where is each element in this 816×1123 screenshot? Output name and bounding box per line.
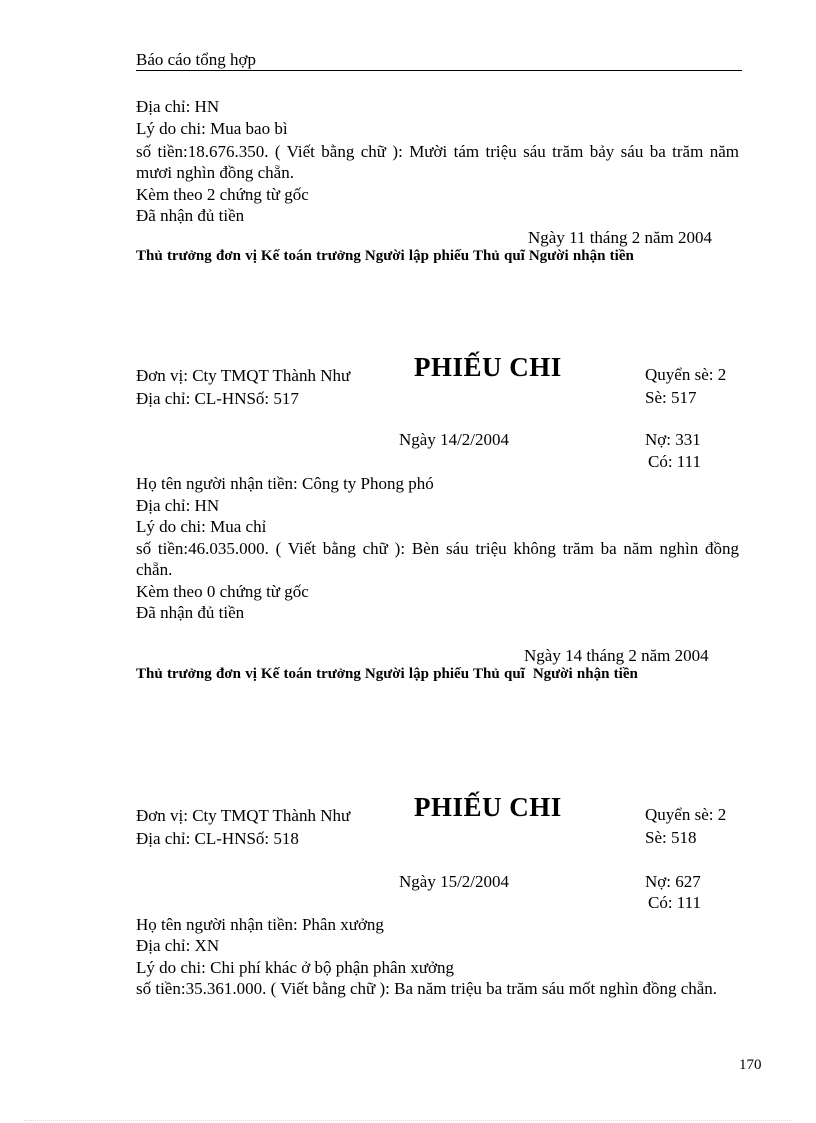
signature-cashier: Thủ quĩ [473, 248, 525, 264]
unit-line: Đơn vị: Cty TMQT Thành Như [136, 366, 351, 385]
signature-row [136, 248, 638, 265]
signing-date: Ngày 11 tháng 2 năm 2004 [528, 228, 712, 247]
signature-cashier: Thủ quĩ [473, 666, 525, 682]
voucher-date: Ngày 14/2/2004 [399, 430, 510, 449]
voucher-number: Sè: 518 [645, 828, 697, 847]
received-line: Đã nhận đủ tiền [136, 206, 245, 225]
attachments-line: Kèm theo 2 chứng từ gốc [136, 185, 309, 204]
recipient-line: Họ tên người nhận tiền: Phân xưởng [136, 915, 384, 934]
signature-head: Thủ trưởng đơn vị [136, 248, 257, 264]
header-rule [136, 70, 742, 71]
page-bottom-rule [24, 1120, 792, 1121]
voucher-number: Sè: 517 [645, 388, 697, 407]
received-line: Đã nhận đủ tiền [136, 603, 245, 622]
voucher-date: Ngày 15/2/2004 [399, 872, 510, 891]
voucher-title: PHIẾU CHI [414, 792, 562, 822]
reason-line: Lý do chi: Chi phí khác ở bộ phận phân xưởng [136, 958, 455, 977]
unit-line: Đơn vị: Cty TMQT Thành Như [136, 806, 351, 825]
signature-receiver: Người nhận tiền [532, 666, 638, 682]
reason-line: Lý do chi: Mua chỉ [136, 517, 267, 536]
signature-row [136, 666, 642, 683]
address-number-line: Địa chỉ: CL-HNSố: 517 [136, 389, 299, 408]
address-line: Địa chỉ: HN [136, 97, 220, 116]
credit-account: Có: 111 [648, 893, 702, 912]
signature-chief-accountant: Kế toán trưởng [260, 666, 361, 682]
amount-line: số tiền:46.035.000. ( Viết bằng chữ ): Bèn sáu triệu không trăm ba năm nghìn đồng chẵn. [136, 539, 739, 579]
address-line: Địa chỉ: HN [136, 496, 220, 515]
amount-line: số tiền:35.361.000. ( Viết bằng chữ ): Ba năm triệu ba trăm sáu mốt nghìn đồng chẵn. [136, 979, 718, 998]
address-number-line: Địa chỉ: CL-HNSố: 518 [136, 829, 299, 848]
page-number: 170 [739, 1057, 762, 1073]
signature-receiver: Người nhận tiền [528, 248, 634, 264]
signature-preparer: Người lập phiếu [364, 666, 470, 682]
page-header-title: Báo cáo tổng hợp [136, 50, 256, 69]
amount-line: số tiền:18.676.350. ( Viết bằng chữ ): Mười tám triệu sáu trăm bảy sáu ba trăm năm mươi nghìn đồng chẵn. [136, 142, 739, 182]
signature-chief-accountant: Kế toán trưởng [260, 248, 361, 264]
credit-account: Có: 111 [648, 452, 702, 471]
signature-preparer: Người lập phiếu [364, 248, 470, 264]
book-number: Quyển sè: 2 [645, 365, 727, 384]
signature-head: Thủ trưởng đơn vị [136, 666, 257, 682]
address-line: Địa chỉ: XN [136, 936, 220, 955]
debit-account: Nợ: 331 [645, 430, 701, 449]
voucher-title: PHIẾU CHI [414, 352, 562, 382]
signing-date: Ngày 14 tháng 2 năm 2004 [524, 646, 709, 665]
recipient-line: Họ tên người nhận tiền: Công ty Phong phó [136, 474, 434, 493]
debit-account: Nợ: 627 [645, 872, 701, 891]
book-number: Quyển sè: 2 [645, 805, 727, 824]
reason-line: Lý do chi: Mua bao bì [136, 119, 288, 138]
attachments-line: Kèm theo 0 chứng từ gốc [136, 582, 309, 601]
